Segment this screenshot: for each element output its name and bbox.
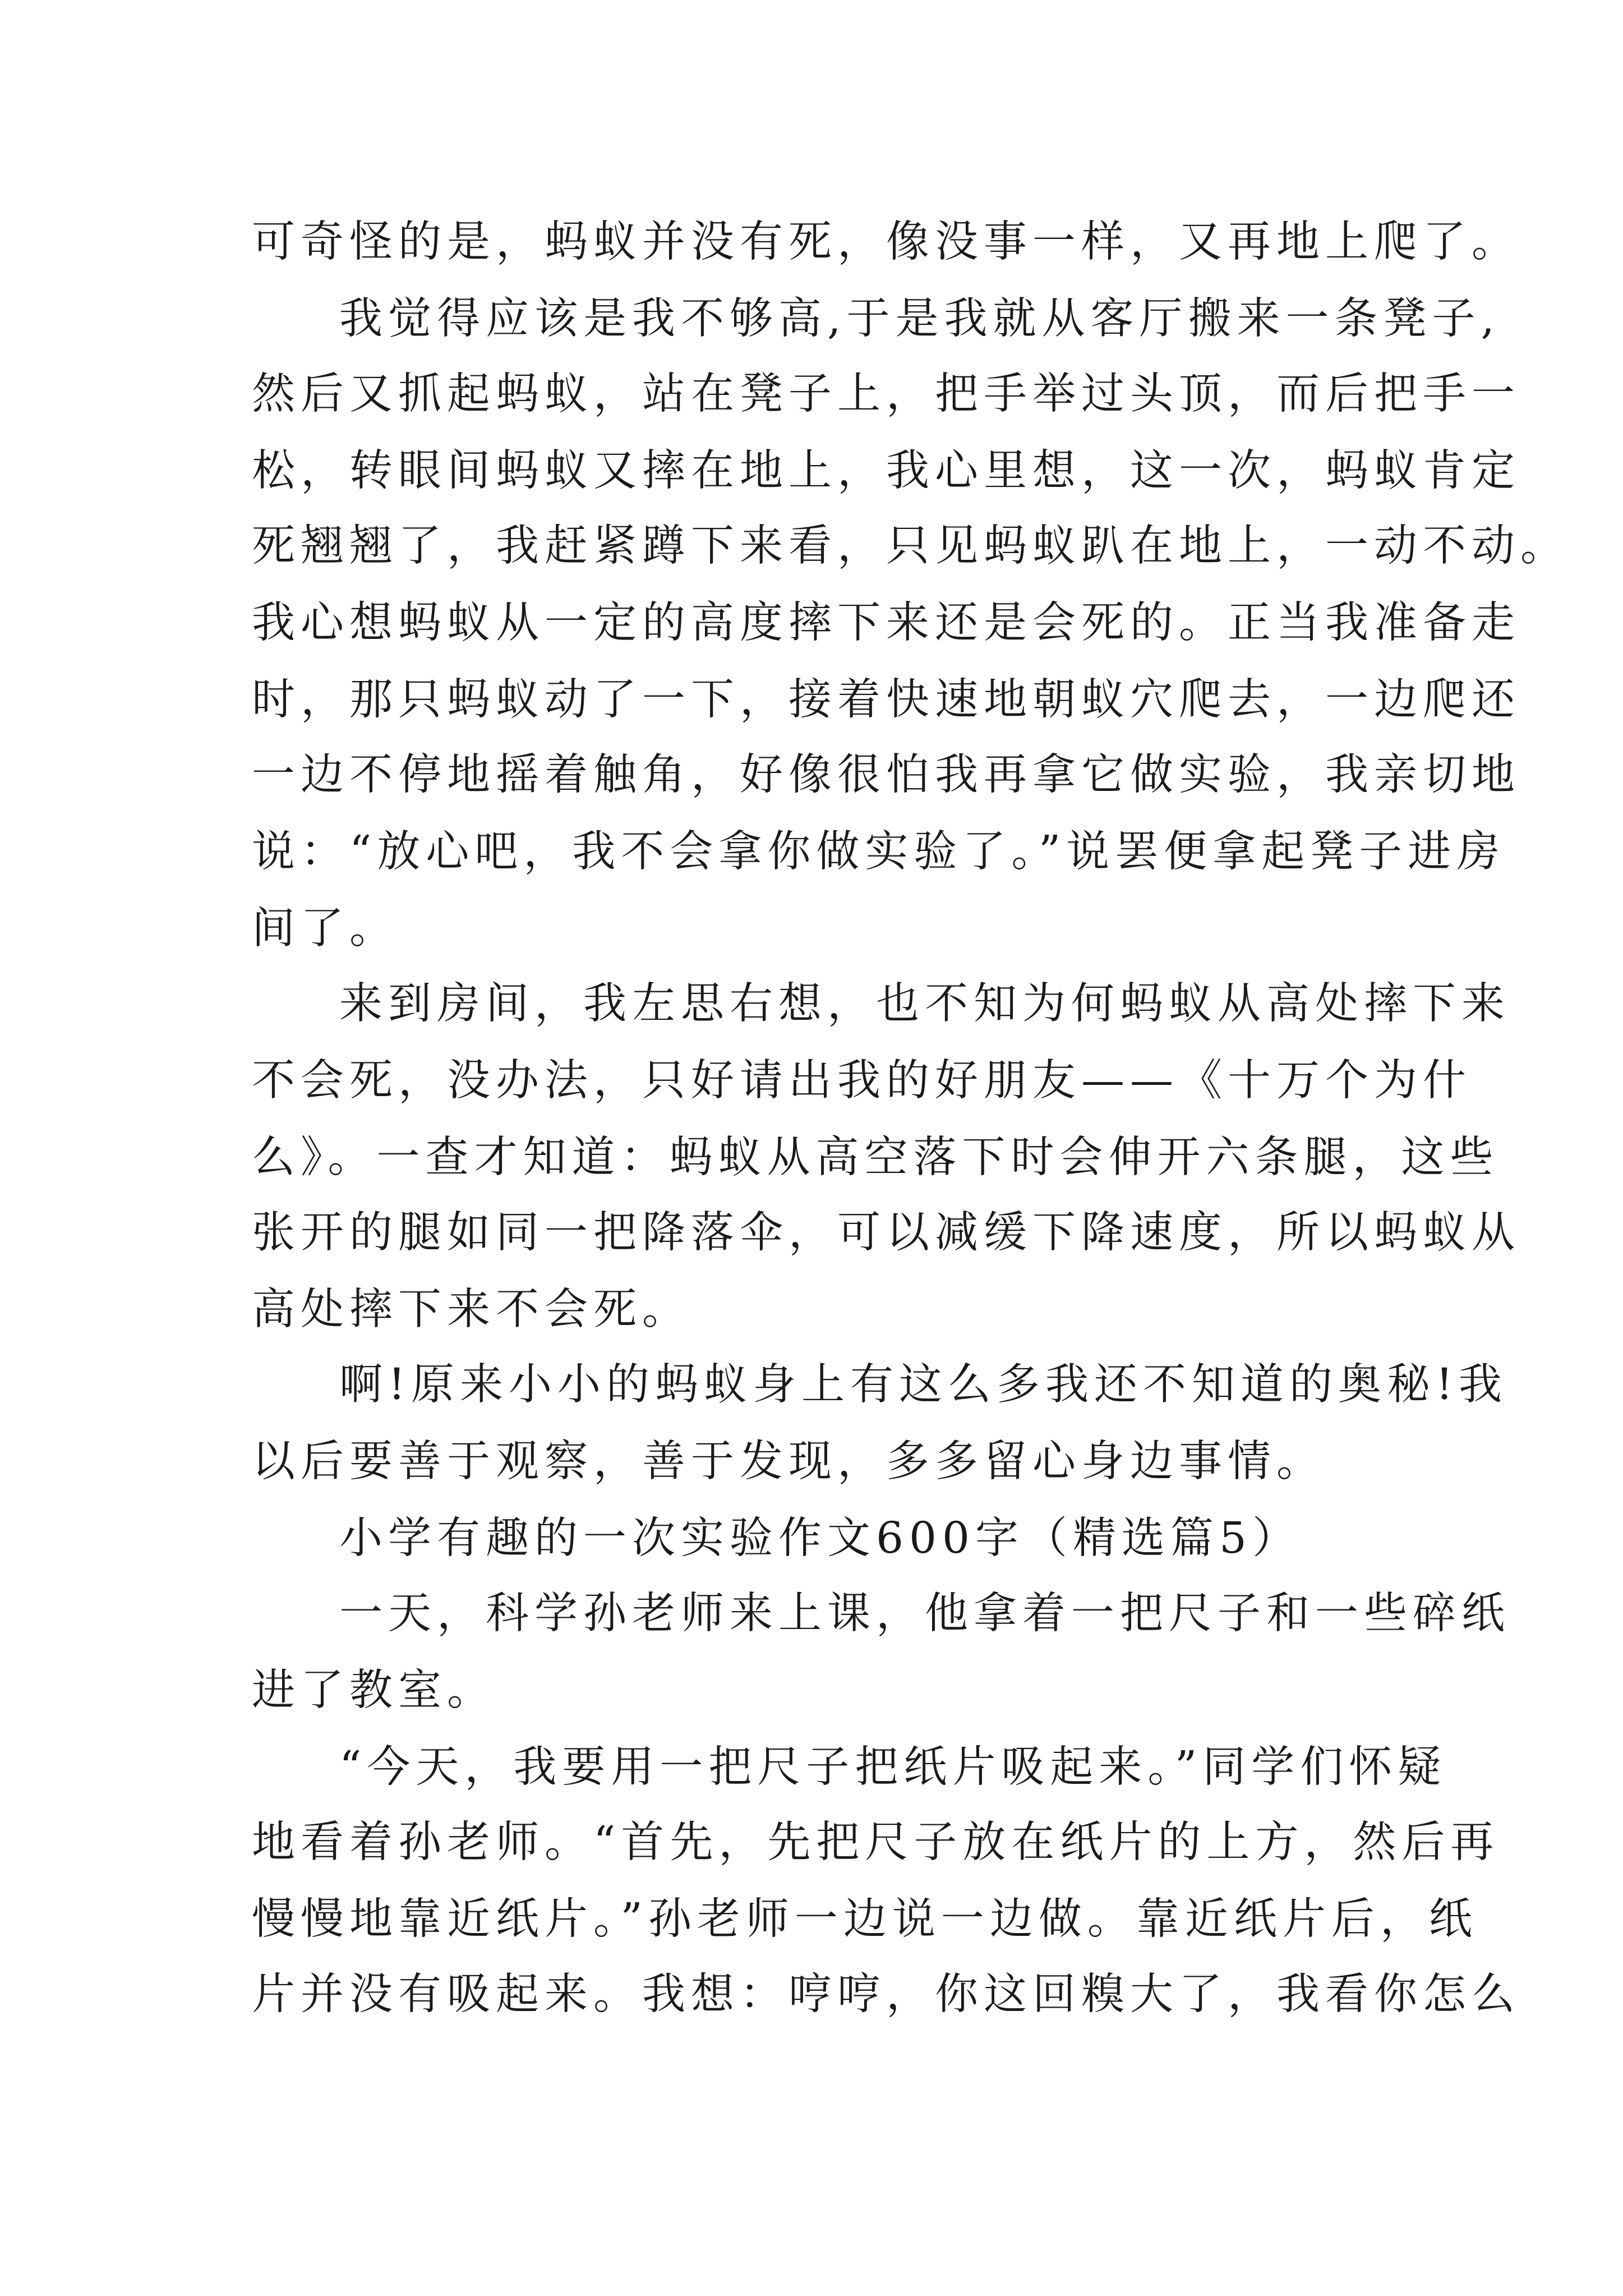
text-line: 时，那只蚂蚁动了一下，接着快速地朝蚁穴爬去，一边爬还: [252, 675, 1520, 725]
text-line: 啊!原来小小的蚂蚁身上有这么多我还不知道的奥秘!我: [339, 1360, 1507, 1410]
text-line: 不会死，没办法，只好请出我的好朋友——《十万个为什: [252, 1056, 1472, 1106]
text-line: 可奇怪的是，蚂蚁并没有死，像没事一样，又再地上爬了。: [252, 217, 1520, 267]
text-line: 一边不停地摇着触角，好像很怕我再拿它做实验，我亲切地: [252, 750, 1520, 800]
text-line: 片并没有吸起来。我想：哼哼，你这回糗大了，我看你怎么: [252, 1970, 1520, 2019]
text-line: 我觉得应该是我不够高,于是我就从客厅搬来一条凳子,: [339, 294, 1500, 344]
text-line: 进了教室。: [252, 1665, 496, 1715]
text-line: “今天，我要用一把尺子把纸片吸起来。”同学们怀疑: [339, 1742, 1447, 1792]
text-line: 我心想蚂蚁从一定的高度摔下来还是会死的。正当我准备走: [252, 598, 1520, 648]
text-line: 间了。: [252, 904, 398, 954]
text-line: 死翘翘了，我赶紧蹲下来看，只见蚂蚁趴在地上，一动不动。: [252, 521, 1569, 571]
text-line: 一天，科学孙老师来上课，他拿着一把尺子和一些碎纸: [339, 1589, 1510, 1639]
text-line: 来到房间，我左思右想，也不知为何蚂蚁从高处摔下来: [339, 979, 1510, 1029]
section-heading: 小学有趣的一次实验作文600字（精选篇5）: [339, 1513, 1301, 1563]
text-line: 张开的腿如同一把降落伞，可以减缓下降速度，所以蚂蚁从: [252, 1208, 1520, 1258]
text-line: 松，转眼间蚂蚁又摔在地上，我心里想，这一次，蚂蚁肯定: [252, 446, 1520, 496]
text-line: 高处摔下来不会死。: [252, 1285, 691, 1335]
text-line: 慢慢地靠近纸片。”孙老师一边说一边做。靠近纸片后，纸: [252, 1894, 1478, 1944]
text-line: 以后要善于观察，善于发现，多多留心身边事情。: [252, 1437, 1325, 1487]
text-line: 地看着孙老师。“首先，先把尺子放在纸片的上方，然后再: [252, 1818, 1500, 1867]
text-line: 说：“放心吧，我不会拿你做实验了。”说罢便拿起凳子进房: [252, 827, 1506, 877]
text-line: 么》。一查才知道：蚂蚁从高空落下时会伸开六条腿，这些: [252, 1133, 1499, 1182]
text-line: 然后又抓起蚂蚁，站在凳子上，把手举过头顶，而后把手一: [252, 369, 1520, 419]
